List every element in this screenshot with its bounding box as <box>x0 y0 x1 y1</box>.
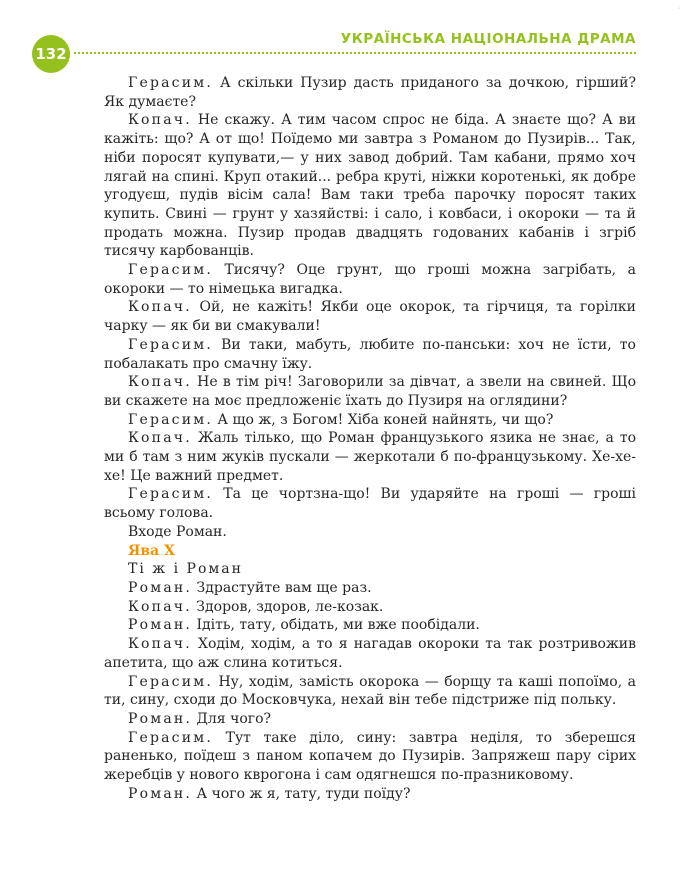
dialogue-text: Ідіть, тату, обідать, ми вже пообідали. <box>192 617 480 634</box>
speaker-name: Герасим. <box>128 75 213 91</box>
speaker-name: Роман. <box>128 710 193 727</box>
dialogue-line <box>104 729 636 785</box>
dialogue-line <box>104 429 636 485</box>
dialogue-text: А що ж, з Богом! Хіба коней найнять, чи що? <box>212 411 554 428</box>
dialogue-line <box>104 373 636 410</box>
dialogue-line <box>104 579 636 598</box>
speaker-name: Роман. <box>128 617 193 634</box>
dialogue-text: Ну, ходім, замість окорока — борщу та каші попоїмо, а ти, сину, сходи до Московчука, нехай він тебе підстриже під польку. <box>104 673 636 709</box>
stage-direction: Входе Роман. <box>128 523 227 540</box>
dialogue-line <box>104 616 636 635</box>
dialogue-line <box>104 298 636 335</box>
speaker-name: Роман. <box>128 785 193 802</box>
speaker-name: Копач. <box>128 430 192 447</box>
dialogue-text: Тут таке діло, сину: завтра неділя, то зберешся раненько, поїдеш з паном копачем до Пузирів. Запряжеш пару сірих жеребців у нового кврогона і сам одягнешся по-празниковому. <box>104 729 636 784</box>
page-header <box>0 0 700 80</box>
dialogue-text: Ой, не кажіть! Якби оце окорок, та гірчиця, та горілки чарку — як би ви смакували! <box>104 299 636 335</box>
speaker-name: Герасим. <box>128 262 213 279</box>
header-dotted-rule <box>74 52 636 54</box>
dialogue-line <box>104 485 636 522</box>
corner-logo-icon: ◦ <box>678 6 681 12</box>
dialogue-line <box>104 785 636 804</box>
section-title: УКРАЇНСЬКА НАЦІОНАЛЬНА ДРАМА <box>335 31 636 47</box>
dialogue-line <box>104 673 636 710</box>
drama-text <box>104 74 636 803</box>
speaker-name: Герасим. <box>128 486 213 503</box>
dialogue-line <box>104 710 636 729</box>
dialogue-text: А скільки Пузир дасть приданого за дочкою, гірший? Як думаєте? <box>104 75 636 110</box>
dialogue-line <box>104 74 636 111</box>
dialogue-line <box>104 635 636 672</box>
speaker-name: Копач. <box>128 374 192 391</box>
dialogue-text: Жаль тілько, що Роман французького язика не знає, а то ми б там з ним жуків пускали — жеркотали б по-французькому. Хе-хе-хе! Це важний предмет. <box>104 430 636 484</box>
dialogue-text: Ходім, ходім, а то я нагадав окороки та так розтривожив апетита, що аж слина котиться. <box>104 636 636 671</box>
speaker-name: Копач. <box>128 636 192 653</box>
dialogue-line <box>104 261 636 298</box>
speaker-name: Герасим. <box>128 673 213 690</box>
dialogue-text: Не скажу. А тим часом спрос не біда. А знаєте що? А ви кажіть: що? А от що! Поїдемо ми завтра з Романом до Пузирів... Так, ніби поросят купувати,— у них завод добрий. Там кабани, прямо хоч лягай на спині. Круп отакий... ребра круті, ніжки коротенькі, як добре угодуєш, пудів вісім сала! Вам таки треба парочку поросят таких купить. Свині — грунт у хазяйстві: і сало, і ковбаси, і окороки — та й продать можна. Пузир продав двадцять годованих кабанів і згріб тисячу карбованців. <box>104 112 636 260</box>
scene-characters: Ті ж і Роман <box>128 561 243 578</box>
dialogue-line <box>104 598 636 617</box>
speaker-name: Герасим. <box>128 411 213 428</box>
dialogue-line <box>104 411 636 430</box>
speaker-name: Копач. <box>128 299 192 316</box>
dialogue-text: Та це чортзна-що! Ви ударяйте на гроші — гроші всьому голова. <box>104 486 636 522</box>
dialogue-text: Ви таки, мабуть, любите по-панськи: хоч не їсти, то побалакать про смачну їжу. <box>104 336 636 372</box>
dialogue-text: Здрастуйте вам ще раз. <box>192 579 372 596</box>
page-number-badge: 132 <box>32 35 70 73</box>
scene-title: Ява X <box>128 542 175 559</box>
dialogue-text: А чого ж я, тату, туди поїду? <box>192 785 411 802</box>
speaker-name: Герасим. <box>128 729 213 746</box>
speaker-name: Роман. <box>128 579 193 596</box>
dialogue-text: Для чого? <box>192 710 272 727</box>
dialogue-text: Не в тім річ! Заговорили за дівчат, а звели на свиней. Що ви скажете на моє предложеніє їхать до Пузиря на оглядини? <box>104 374 636 409</box>
speaker-name: Копач. <box>128 112 192 129</box>
dialogue-line <box>104 111 636 261</box>
dialogue-text: Тисячу? Оце грунт, що гроші можна загрібать, а окороки — то німецька вигадка. <box>104 262 636 297</box>
speaker-name: Герасим. <box>128 336 213 353</box>
dialogue-text: Здоров, здоров, ле-козак. <box>191 598 384 615</box>
speaker-name: Копач. <box>128 598 192 615</box>
dialogue-line <box>104 336 636 373</box>
